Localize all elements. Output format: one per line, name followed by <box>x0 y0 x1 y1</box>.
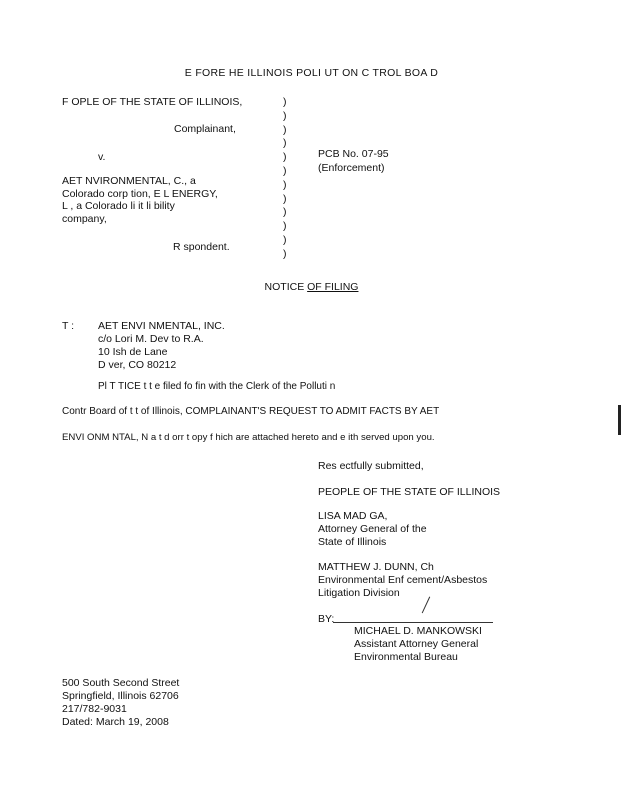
defendant-line: company, <box>62 212 107 225</box>
defendant-line: AET NVIRONMENTAL, C., a <box>62 175 196 187</box>
footer-line: Dated: March 19, 2008 <box>62 716 169 728</box>
defendant-line: Colorado corp tion, E L ENERGY, <box>62 187 218 200</box>
chief-name: MATTHEW J. DUNN, Ch <box>318 561 434 573</box>
footer-block <box>62 677 179 729</box>
brace-row: ) <box>283 233 287 246</box>
address-line: D ver, CO 80212 <box>98 359 177 371</box>
body-line: ENVI ONM NTAL, N a t d orr t opy f hich are attached hereto and e ith served upon you. <box>62 432 435 443</box>
address-line: 10 Ish de Lane <box>98 346 168 358</box>
ag-name: LISA MAD GA, <box>318 510 388 522</box>
body-line: Contr Board of t t of Illinois, COMPLAINANT'S REQUEST TO ADMIT FACTS BY AET <box>62 406 440 417</box>
signer-title: Assistant Attorney General <box>354 638 479 650</box>
scan-edge-mark <box>618 405 621 435</box>
brace-row: ) <box>283 220 287 233</box>
brace-row: ) <box>283 96 287 108</box>
ag-title: Attorney General of the <box>318 523 427 535</box>
brace-row: ) <box>283 206 287 219</box>
brace-row: ) <box>283 151 287 164</box>
signer-name: MICHAEL D. MANKOWSKI <box>354 625 482 637</box>
notice-heading-underlined: OF FILING <box>307 281 359 293</box>
by-label: BY: <box>318 613 335 625</box>
brace-row: ) <box>283 192 287 205</box>
ag-state: State of Illinois <box>318 536 387 548</box>
signature-line <box>333 622 493 623</box>
party-name: PEOPLE OF THE STATE OF ILLINOIS <box>318 486 501 498</box>
case-type: (Enforcement) <box>318 162 385 174</box>
caption-brace <box>283 96 295 262</box>
footer-line: 500 South Second Street <box>62 677 180 689</box>
body-line: Pl T TICE t t e filed fo fin with the Clerk of the Polluti n <box>98 381 336 392</box>
defendant-line: L , a Colorado li it li bility <box>62 200 175 213</box>
signature-mark <box>422 597 440 618</box>
brace-row: ) <box>283 178 287 191</box>
complainant-label: Complainant, <box>174 123 236 135</box>
notice-heading-prefix: NOTICE <box>264 281 308 293</box>
document-title: E FORE HE ILLINOIS POLI UT ON C TROL BOA D <box>184 67 439 79</box>
respondent-label: R spondent. <box>173 241 230 253</box>
closing: Res ectfully submitted, <box>318 460 424 472</box>
brace-row: ) <box>283 109 287 122</box>
plaintiff-line: F OPLE OF THE STATE OF ILLINOIS, <box>62 96 243 108</box>
brace-row: ) <box>283 137 287 150</box>
address-line: c/o Lori M. Dev to R.A. <box>98 333 204 345</box>
footer-line: Springfield, Illinois 62706 <box>62 690 179 702</box>
footer-line: 217/782-9031 <box>62 703 127 715</box>
chief-division: Environmental Enf cement/Asbestos <box>318 574 488 586</box>
signer-bureau: Environmental Bureau <box>354 651 458 663</box>
versus-label: v. <box>98 151 106 163</box>
brace-row: ) <box>283 123 287 136</box>
brace-row: ) <box>283 247 287 260</box>
chief-division: Litigation Division <box>318 587 400 599</box>
notice-heading <box>0 281 623 294</box>
case-number: PCB No. 07-95 <box>318 148 389 160</box>
defendant-block <box>62 175 218 225</box>
address-line: AET ENVI NMENTAL, INC. <box>98 320 225 332</box>
recipient-address <box>98 320 225 372</box>
brace-row: ) <box>283 164 287 177</box>
to-label: T : <box>62 320 75 332</box>
